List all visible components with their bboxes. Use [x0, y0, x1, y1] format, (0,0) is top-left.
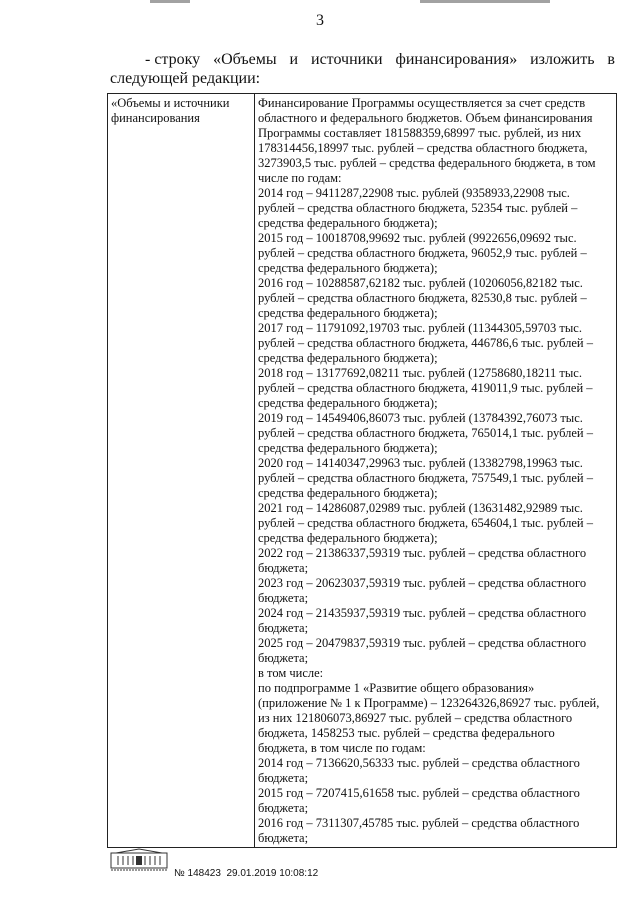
footer [110, 848, 410, 888]
intro-word: в [607, 51, 615, 68]
content-line: числе по годам: [258, 171, 342, 185]
content-line: средства федерального бюджета); [258, 351, 438, 365]
content-line: рублей – средства областного бюджета, 765014,1 тыс. рублей – [258, 426, 593, 440]
content-line: бюджета; [258, 621, 309, 635]
content-line: 2015 год – 7207415,61658 тыс. рублей – средства областного [258, 786, 580, 800]
intro-word: и [289, 51, 299, 68]
content-line: 2014 год – 7136620,56333 тыс. рублей – средства областного [258, 756, 580, 770]
table-row [108, 94, 617, 848]
intro-line-1 [110, 50, 615, 69]
content-line: 2021 год – 14286087,02989 тыс. рублей (13631482,92989 тыс. [258, 501, 583, 515]
content-line: бюджета; [258, 591, 309, 605]
content-line: рублей – средства областного бюджета, 82530,8 тыс. рублей – [258, 291, 587, 305]
content-line: (приложение № 1 к Программе) – 123264326,86927 тыс. рублей, [258, 696, 600, 710]
content-line: средства федерального бюджета); [258, 216, 438, 230]
page-number: 3 [316, 12, 324, 29]
content-line: Финансирование Программы осуществляется за счет средств [258, 96, 586, 110]
scan-artifact-left [150, 0, 190, 3]
registry-seal-icon [110, 848, 168, 872]
content-line: средства федерального бюджета); [258, 486, 438, 500]
intro-word: источники [311, 51, 383, 68]
content-line: 2018 год – 13177692,08211 тыс. рублей (12758680,18211 тыс. [258, 366, 582, 380]
intro-line-2: следующей редакции: [110, 70, 261, 87]
content-line: рублей – средства областного бюджета, 654604,1 тыс. рублей – [258, 516, 593, 530]
intro-word: «Объемы [213, 51, 277, 68]
content-line: бюджета, в том числе по годам: [258, 741, 426, 755]
content-line: 2016 год – 10288587,62182 тыс. рублей (10206056,82182 тыс. [258, 276, 583, 290]
financing-table [107, 93, 617, 848]
table-cell-content [255, 94, 617, 848]
content-line: в том числе: [258, 666, 324, 680]
content-line: рублей – средства областного бюджета, 419011,9 тыс. рублей – [258, 381, 593, 395]
content-line: средства федерального бюджета); [258, 396, 438, 410]
content-line: 2022 год – 21386337,59319 тыс. рублей – средства областного [258, 546, 587, 560]
content-line: средства федерального бюджета); [258, 531, 438, 545]
content-line: 178314456,18997 тыс. рублей – средства областного бюджета, [258, 141, 588, 155]
table-cell-label: «Объемы и источники финансирования [108, 94, 255, 848]
content-line: бюджета; [258, 651, 309, 665]
intro-word: - строку [145, 51, 201, 68]
content-line: 2015 год – 10018708,99692 тыс. рублей (9922656,09692 тыс. [258, 231, 577, 245]
content-line: 2019 год – 14549406,86073 тыс. рублей (13784392,76073 тыс. [258, 411, 583, 425]
content-line: средства федерального бюджета); [258, 441, 438, 455]
content-line: 2017 год – 11791092,19703 тыс. рублей (11344305,59703 тыс. [258, 321, 582, 335]
content-line: 2024 год – 21435937,59319 тыс. рублей – средства областного [258, 606, 587, 620]
content-line: бюджета; [258, 561, 309, 575]
scan-artifact-right [420, 0, 550, 3]
content-line: бюджета; [258, 771, 309, 785]
content-line: 2014 год – 9411287,22908 тыс. рублей (9358933,22908 тыс. [258, 186, 570, 200]
content-line: областного и федерального бюджетов. Объем финансирования [258, 111, 593, 125]
content-line: средства федерального бюджета); [258, 261, 438, 275]
content-line: 3273903,5 тыс. рублей – средства федерального бюджета, в том [258, 156, 596, 170]
content-line: из них 121806073,86927 тыс. рублей – средства областного [258, 711, 573, 725]
content-line: 2025 год – 20479837,59319 тыс. рублей – средства областного [258, 636, 587, 650]
document-datetime: 29.01.2019 10:08:12 [226, 868, 319, 879]
footer-stamp-text [174, 868, 318, 879]
content-line: 2016 год – 7311307,45785 тыс. рублей – средства областного [258, 816, 580, 830]
content-line: рублей – средства областного бюджета, 96052,9 тыс. рублей – [258, 246, 587, 260]
content-line: Программы составляет 181588359,68997 тыс. рублей, из них [258, 126, 582, 140]
content-line: по подпрограмме 1 «Развитие общего образования» [258, 681, 535, 695]
content-line: рублей – средства областного бюджета, 52354 тыс. рублей – [258, 201, 578, 215]
intro-word: изложить [530, 51, 595, 68]
intro-paragraph [110, 50, 615, 88]
content-line: средства федерального бюджета); [258, 306, 438, 320]
intro-word: финансирования» [395, 51, 518, 68]
content-line: бюджета, 1458253 тыс. рублей – средства федерального [258, 726, 555, 740]
content-line: рублей – средства областного бюджета, 446786,6 тыс. рублей – [258, 336, 593, 350]
content-line: рублей – средства областного бюджета, 757549,1 тыс. рублей – [258, 471, 593, 485]
content-line: бюджета; [258, 801, 309, 815]
content-line: 2020 год – 14140347,29963 тыс. рублей (13382798,19963 тыс. [258, 456, 583, 470]
document-number: № 148423 [174, 868, 221, 879]
content-line: бюджета; [258, 831, 309, 845]
content-line: 2023 год – 20623037,59319 тыс. рублей – средства областного [258, 576, 587, 590]
